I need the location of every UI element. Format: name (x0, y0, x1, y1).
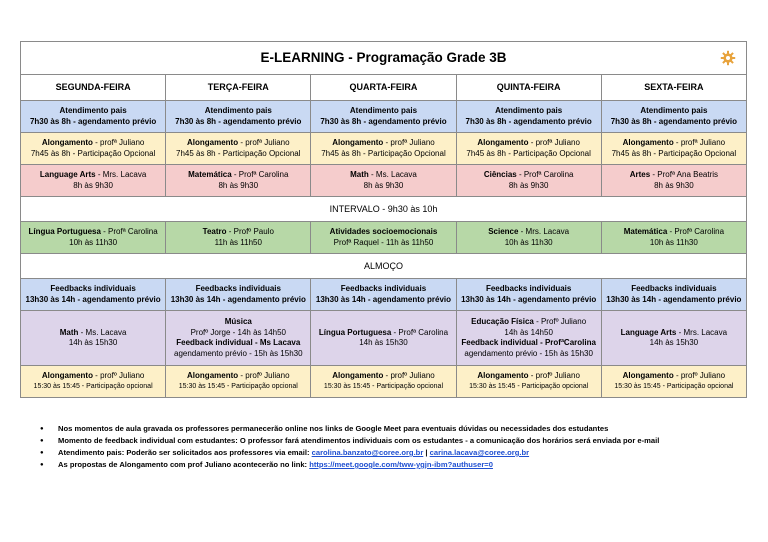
class-cell: Ciências - Profª Carolina 8h às 9h30 (456, 165, 601, 197)
day-header-row (21, 75, 747, 101)
class-cell: Science - Mrs. Lacava 10h às 11h30 (456, 222, 601, 254)
class-cell: Matemática - Profª Carolina 8h às 9h30 (166, 165, 311, 197)
class-cell: Matemática - Profª Carolina 10h às 11h30 (601, 222, 746, 254)
day-header: QUINTA-FEIRA (456, 75, 601, 101)
day-header: TERÇA-FEIRA (166, 75, 311, 101)
class-cell: Math - Ms. Lacava 14h às 15h30 (21, 311, 166, 366)
meet-link[interactable]: https://meet.google.com/tww-ygjn-ibm?authuser=0 (309, 460, 493, 469)
lunch-row (21, 254, 747, 279)
attendance-cell: Atendimento pais 7h30 às 8h - agendamento prévio (601, 101, 746, 133)
morning-class-row (21, 165, 747, 197)
attendance-row (21, 101, 747, 133)
alongamento-cell: Alongamento - profª Juliano 7h45 às 8h - Participação Opcional (166, 133, 311, 165)
alongamento-cell: Alongamento - profª Juliano 7h45 às 8h - Participação Opcional (456, 133, 601, 165)
day-header: QUARTA-FEIRA (311, 75, 456, 101)
alongamento-cell: Alongamento - profº Juliano 15:30 às 15:45 - Participação opcional (601, 366, 746, 398)
alongamento-cell: Alongamento - profº Juliano 15:30 às 15:45 - Participação opcional (166, 366, 311, 398)
email-link-carina[interactable]: carina.lacava@coree.org.br (429, 448, 530, 457)
class-cell: Language Arts - Mrs. Lacava 14h às 15h30 (601, 311, 746, 366)
feedback-cell: Feedbacks individuais 13h30 às 14h - agendamento prévio (21, 279, 166, 311)
interval-cell: INTERVALO - 9h30 às 10h (21, 197, 747, 222)
feedback-cell: Feedbacks individuais 13h30 às 14h - agendamento prévio (166, 279, 311, 311)
class-cell: Teatro - Profº Paulo 11h às 11h50 (166, 222, 311, 254)
class-cell: Artes - Profª Ana Beatris 8h às 9h30 (601, 165, 746, 197)
schedule-container (20, 41, 747, 398)
attendance-cell: Atendimento pais 7h30 às 8h - agendamento prévio (21, 101, 166, 133)
alongamento-cell: Alongamento - profª Juliano 7h45 às 8h - Participação Opcional (311, 133, 456, 165)
attendance-cell: Atendimento pais 7h30 às 8h - agendamento prévio (456, 101, 601, 133)
note-item: ● As propostas de Alongamento com prof Juliano acontecerão no link: https://meet.google.com/tww-ygjn-ibm?authuser=0 (40, 459, 740, 471)
class-cell: Educação Física - Profº Juliano 14h às 14h50 Feedback individual - ProfªCarolina agendamento prévio - 15h às 15h30 (456, 311, 601, 366)
class-cell: Língua Portuguesa - Profª Carolina 14h às 15h30 (311, 311, 456, 366)
class-cell: Música Profº Jorge - 14h às 14h50 Feedback individual - Ms Lacava agendamento prévio - 15h às 15h30 (166, 311, 311, 366)
email-link-carolina[interactable]: carolina.banzato@coree.org.br (311, 448, 424, 457)
note-item: ● Momento de feedback individual com estudantes: O professor fará atendimentos individuais com os estudantes - a comunicação dos horários será enviada por e-mail (40, 435, 740, 447)
class-cell: Math - Ms. Lacava 8h às 9h30 (311, 165, 456, 197)
note-item: ● Atendimento pais: Poderão ser solicitados aos professores via email: carolina.banzato@coree.org.br | carina.lacava@coree.org.br (40, 447, 740, 459)
morning-alongamento-row (21, 133, 747, 165)
afternoon-alongamento-row (21, 366, 747, 398)
day-header: SEXTA-FEIRA (601, 75, 746, 101)
alongamento-cell: Alongamento - profº Juliano 15:30 às 15:45 - Participação opcional (456, 366, 601, 398)
feedback-cell: Feedbacks individuais 13h30 às 14h - agendamento prévio (601, 279, 746, 311)
alongamento-cell: Alongamento - profª Juliano 7h45 às 8h - Participação Opcional (601, 133, 746, 165)
class-cell: Language Arts - Mrs. Lacava 8h às 9h30 (21, 165, 166, 197)
afternoon-class-row (21, 311, 747, 366)
feedback-cell: Feedbacks individuais 13h30 às 14h - agendamento prévio (311, 279, 456, 311)
attendance-cell: Atendimento pais 7h30 às 8h - agendamento prévio (166, 101, 311, 133)
note-item: ● Nos momentos de aula gravada os professores permanecerão online nos links de Google Meet para eventuais dúvidas ou necessidades dos estudantes (40, 423, 740, 435)
feedback-row (21, 279, 747, 311)
interval-row (21, 197, 747, 222)
alongamento-cell: Alongamento - profª Juliano 7h45 às 8h - Participação Opcional (21, 133, 166, 165)
feedback-cell: Feedbacks individuais 13h30 às 14h - agendamento prévio (456, 279, 601, 311)
class-cell: Língua Portuguesa - Profª Carolina 10h às 11h30 (21, 222, 166, 254)
gear-icon (720, 50, 736, 66)
page-title (21, 42, 747, 75)
class-cell: Atividades socioemocionais Profª Raquel - 11h às 11h50 (311, 222, 456, 254)
lunch-cell: ALMOÇO (21, 254, 747, 279)
title-text: E-LEARNING - Programação Grade 3B (260, 49, 507, 65)
alongamento-cell: Alongamento - profº Juliano 15:30 às 15:45 - Participação opcional (21, 366, 166, 398)
second-class-row (21, 222, 747, 254)
alongamento-cell: Alongamento - profº Juliano 15:30 às 15:45 - Participação opcional (311, 366, 456, 398)
schedule-table (20, 41, 747, 398)
notes-list (40, 423, 740, 471)
attendance-cell: Atendimento pais 7h30 às 8h - agendamento prévio (311, 101, 456, 133)
day-header: SEGUNDA-FEIRA (21, 75, 166, 101)
